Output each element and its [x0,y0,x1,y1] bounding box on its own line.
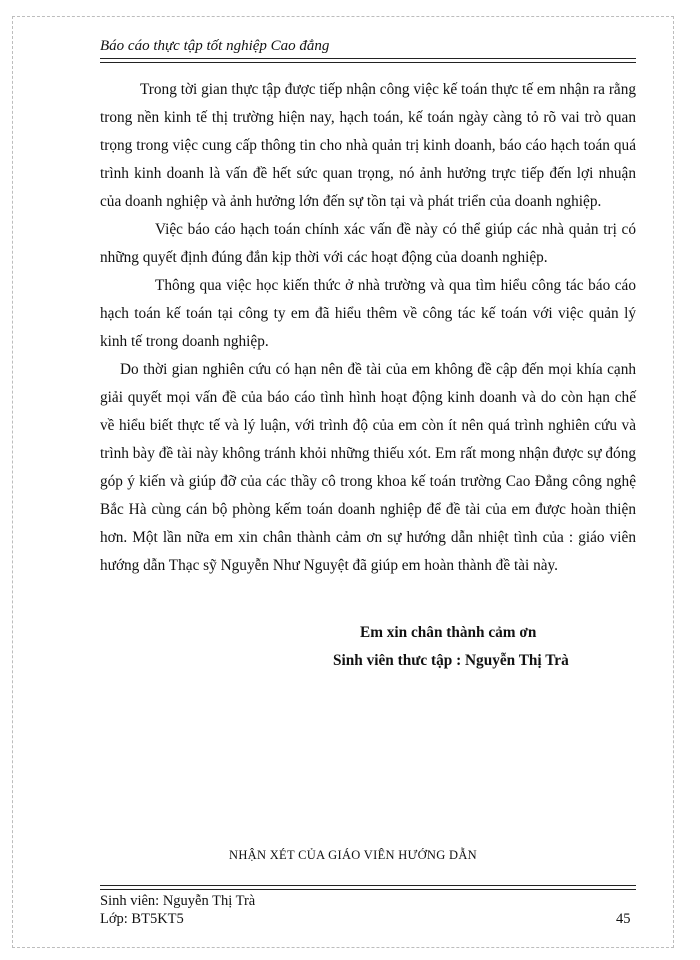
footer-divider [100,885,636,890]
closing-thanks: Em xin chân thành cảm ơn [360,624,537,641]
paragraph-3: Thông qua việc học kiến thức ở nhà trường và qua tìm hiểu công tác báo cáo hạch toán kế toán tại công ty em đã hiểu thêm về công tác kế toán với việc quản lý kinh tế trong doanh nghiệp. [100,277,636,350]
footer-student-name: Sinh viên: Nguyễn Thị Trà [100,893,256,909]
paragraph-4: Do thời gian nghiên cứu có hạn nên đề tài của em không đề cập đến mọi khía cạnh giải quyết mọi vấn đề của báo cáo tình hình hoạt động kinh doanh và do còn hạn chế về hiểu biết thực tế và lý luận, với trình độ của em còn ít nên quá trình nghiên cứu và trình bày đề tài này không tránh khỏi những thiếu xót. Em rất mong nhận được sự đóng góp ý kiến và giúp đỡ của các thầy cô trong khoa kế toán trường Cao Đẳng công nghệ Bắc Hà cùng cán bộ phòng kếm toán doanh nghiệp để đề tài của em được hoàn thiện hơn. Một lần nữa em xin chân thành cảm ơn sự hướng dẫn nhiệt tình của : giáo viên hướng dẫn Thạc sỹ Nguyễn Như Nguyệt đã giúp em hoàn thành đề tài này. [100,361,636,574]
page-number: 45 [616,911,631,927]
paragraph-2: Việc báo cáo hạch toán chính xác vấn đề này có thể giúp các nhà quản trị có những quyết định đúng đắn kịp thời với các hoạt động của doanh nghiệp. [100,221,636,266]
header-title: Báo cáo thực tập tốt nghiệp Cao đẳng [100,38,330,54]
paragraph-1: Trong tời gian thực tập được tiếp nhận công việc kế toán thực tế em nhận ra rằng trong nền kinh tế thị trường hiện nay, hạch toán, kế toán ngày càng tỏ rõ vai trò quan trọng trong việc cung cấp thông tin cho nhà quản trị kinh doanh, báo cáo hạch toán quá trình kinh doanh là vấn đề hết sức quan trọng, nó ảnh hưởng trực tiếp đến lợi nhuận của doanh nghiệp và ảnh hưởng lớn đến sự tồn tại và phát triển của doanh nghiệp. [100,81,636,210]
teacher-review-heading: NHẬN XÉT CỦA GIÁO VIÊN HƯỚNG DẪN [229,848,477,862]
report-body [100,76,636,580]
footer-class: Lớp: BT5KT5 [100,911,184,927]
student-signature: Sinh viên thưc tập : Nguyễn Thị Trà [333,652,569,669]
header-divider [100,58,636,63]
